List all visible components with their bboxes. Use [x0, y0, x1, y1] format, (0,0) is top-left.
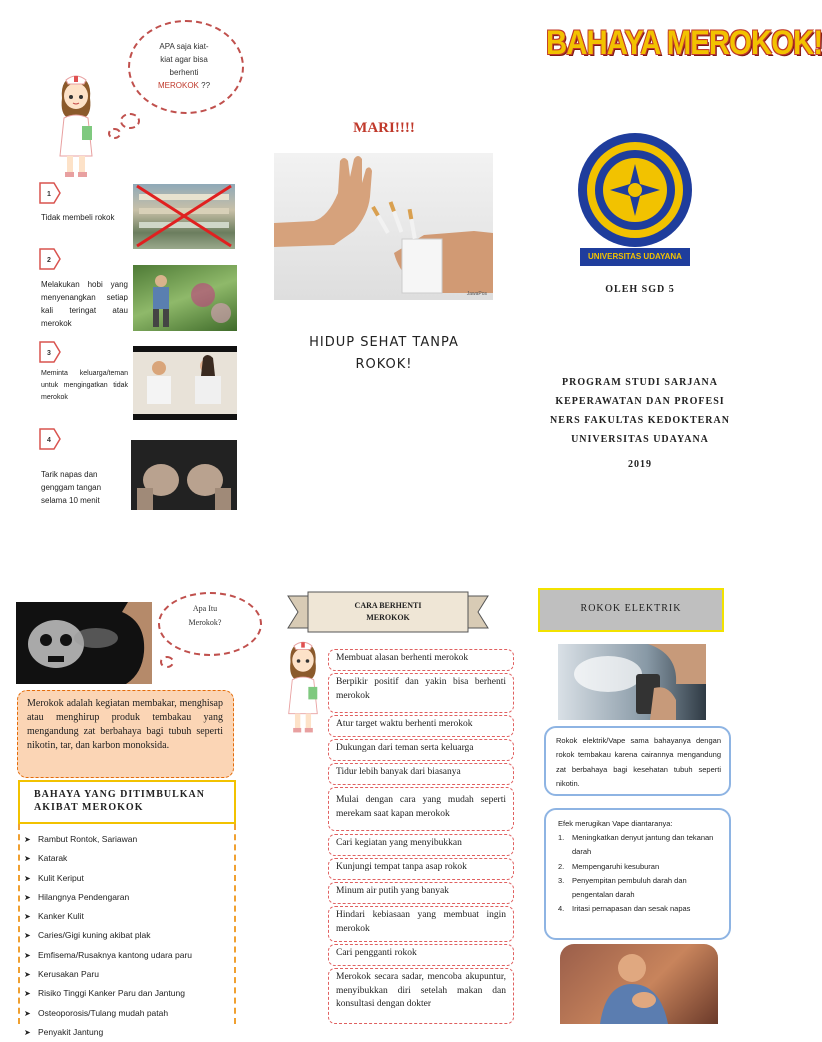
photo-cigarette-shelf [133, 184, 235, 249]
danger-item: ➤ Katarak [24, 853, 68, 864]
year: 2019 [628, 459, 652, 470]
vape-heading: ROKOK ELEKTRIK [538, 588, 724, 632]
tip-item: Dukungan dari teman serta keluarga [328, 739, 514, 761]
tip-item: Membuat alasan berhenti merokok [328, 649, 514, 671]
svg-text:1: 1 [47, 191, 51, 198]
cover-title: BAHAYA MEROKOK! [546, 24, 822, 62]
danger-item: ➤ Risiko Tinggi Kanker Paru dan Jantung [24, 988, 185, 999]
danger-item: ➤ Kanker Kulit [24, 911, 84, 922]
bubble-dot-2 [108, 128, 121, 139]
banner-title: CARA BERHENTI MEROKOK [354, 601, 422, 622]
logo-text: UNIVERSITAS UDAYANA [588, 252, 682, 261]
svg-text:2: 2 [47, 257, 51, 264]
danger-item: ➤ Emfisema/Rusaknya kantong udara paru [24, 949, 193, 960]
photo-vaping [558, 644, 706, 720]
danger-item: ➤ Caries/Gigi kuning akibat plak [24, 930, 151, 941]
svg-text:4: 4 [47, 437, 51, 444]
danger-heading: BAHAYA YANG DITIMBULKAN AKIBAT MEROKOK [34, 789, 205, 813]
panel-quit-tips [256, 540, 512, 1024]
photo-couple-talking [133, 346, 237, 420]
panel-slogan [256, 0, 512, 540]
photo-refusing-cigarette [274, 153, 493, 300]
apa-itu-text: Apa Itu Merokok? [188, 604, 222, 627]
effect-item: 4. Iritasi pernapasan dan sesak napas [558, 904, 691, 914]
bubble-dot-1 [120, 113, 140, 129]
step-4-arrow-icon [39, 428, 61, 450]
bubble-question: APA saja kiat- kiat agar bisa berhenti MEROKOK ?? [157, 42, 211, 90]
tip-item: Hindari kebiasaan yang membuat ingin merokok [328, 906, 514, 942]
danger-item: ➤ Kerusakan Paru [24, 969, 99, 980]
danger-item: ➤ Penyakit Jantung [24, 1026, 104, 1037]
vape-description: Rokok elektrik/Vape sama bahayanya dengan rokok tembakau karena cairannya mengandung zat berbahaya bagi kesehatan tubuh seperti nikotin. [556, 736, 721, 788]
panel-vape [512, 540, 768, 1024]
tip-item: Merokok secara sadar, mencoba akupuntur, menyibukkan diri setelah makan dan konsultasi dengan dokter [328, 968, 514, 1024]
photo-credit: JawaPos [466, 291, 487, 297]
effect-item: 3. Penyempitan pembuluh darah dan pengentalan darah [558, 875, 687, 900]
apa-bubble-dot [160, 656, 174, 668]
effects-title: Efek merugikan Vape diantaranya: [558, 819, 673, 828]
step-3-arrow-icon [39, 341, 61, 363]
photo-chest-pain [560, 944, 718, 1024]
danger-items [24, 830, 230, 1042]
svg-text:3: 3 [47, 350, 51, 357]
tip-item: Tidur lebih banyak dari biasanya [328, 763, 514, 785]
tip-item: Cari pengganti rokok [328, 944, 514, 966]
tip-item: Cari kegiatan yang menyibukkan [328, 834, 514, 856]
danger-item: ➤ Rambut Rontok, Sariawan [24, 834, 138, 844]
photo-gardening [133, 265, 237, 331]
tip-item: Berpikir positif dan yakin bisa berhenti merokok [328, 673, 514, 713]
effects-list [558, 831, 726, 917]
danger-item: ➤ Kulit Keriput [24, 872, 84, 883]
panel-cover [512, 0, 822, 540]
udayana-logo-icon [576, 130, 694, 270]
step-1-arrow-icon [39, 182, 61, 204]
nurse-illustration-2 [278, 636, 328, 736]
panel-tips-top [0, 0, 256, 540]
nurse-illustration [48, 70, 104, 180]
definition-text: Merokok adalah kegiatan membakar, menghisap atau menghirup produk tembakau yang mengandung zat berbahaya bagi tubuh seperti nikotin, tar, dan karbon monoksida. [27, 698, 223, 751]
mari-heading: MARI!!!! [353, 120, 415, 136]
photo-smoke-skull [16, 602, 152, 684]
program-text: PROGRAM STUDI SARJANA KEPERAWATAN DAN PROFESI NERS FAKULTAS KEDOKTERAN UNIVERSITAS UDAYANA [550, 377, 730, 445]
step-2-text: Melakukan hobi yang menyenangkan setiap kali teringat atau merokok [41, 280, 128, 328]
panel-definition [0, 540, 256, 1037]
danger-item: ➤ Hilangnya Pendengaran [24, 891, 130, 902]
step-2-arrow-icon [39, 248, 61, 270]
slogan: HIDUP SEHAT TANPA ROKOK! [309, 335, 459, 372]
step-4-text: Tarik napas dan genggam tangan selama 10 menit [41, 470, 102, 505]
step-1-text: Tidak membeli rokok [41, 213, 115, 222]
effect-item: 2. Mempengaruhi kesuburan [558, 861, 660, 871]
tip-item: Minum air putih yang banyak [328, 882, 514, 904]
photo-clenched-fists [131, 440, 237, 510]
author-line: OLEH SGD 5 [605, 284, 675, 295]
effect-item: 1. Meningkatkan denyut jantung dan tekanan darah [558, 833, 714, 857]
danger-item: ➤ Osteoporosis/Tulang mudah patah [24, 1007, 169, 1018]
tip-item: Atur target waktu berhenti merokok [328, 715, 514, 737]
tip-item: Kunjungi tempat tanpa asap rokok [328, 858, 514, 880]
step-3-text: Meminta keluarga/teman untuk mengingatkan tidak merokok [41, 370, 128, 401]
tip-item: Mulai dengan cara yang mudah seperti merekam saat kapan merokok [328, 787, 514, 831]
